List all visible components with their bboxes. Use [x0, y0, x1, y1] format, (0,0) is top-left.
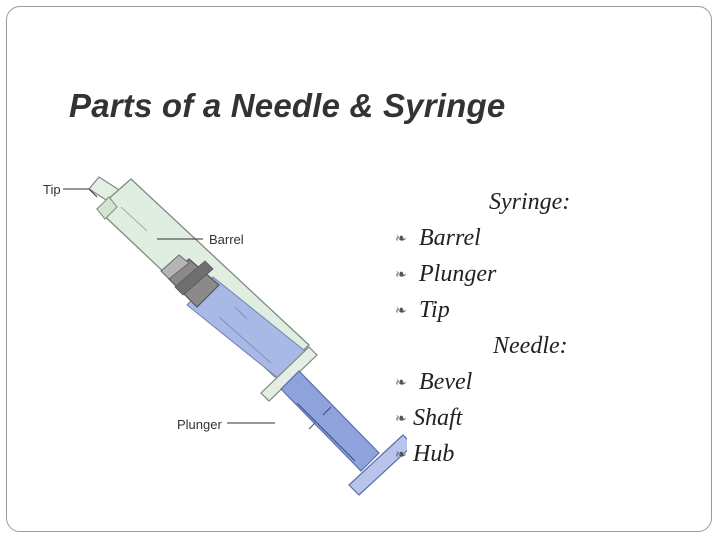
bullet-icon: ❧ [395, 376, 407, 391]
list-item: ❧ Plunger [395, 261, 497, 287]
plunger-rod [281, 371, 379, 471]
bullet-icon: ❧ [395, 412, 407, 427]
list-item: ❧ Shaft [395, 405, 463, 431]
barrel-label: Barrel [209, 232, 244, 247]
list-item: ❧ Hub [395, 441, 455, 467]
syringe-heading: Syringe: [489, 189, 571, 215]
list-item: ❧ Tip [395, 297, 450, 323]
slide-frame [6, 6, 712, 532]
syringe-diagram [27, 167, 407, 517]
bullet-icon: ❧ [395, 448, 407, 463]
needle-heading: Needle: [493, 333, 568, 359]
list-item: ❧ Bevel [395, 369, 473, 395]
bullet-icon: ❧ [395, 268, 407, 283]
bullet-icon: ❧ [395, 232, 407, 247]
slide-title: Parts of a Needle & Syringe [69, 87, 506, 124]
tip-label: Tip [43, 182, 61, 197]
list-item: ❧ Barrel [395, 225, 481, 251]
bullet-icon: ❧ [395, 304, 407, 319]
plunger-label: Plunger [177, 417, 222, 432]
